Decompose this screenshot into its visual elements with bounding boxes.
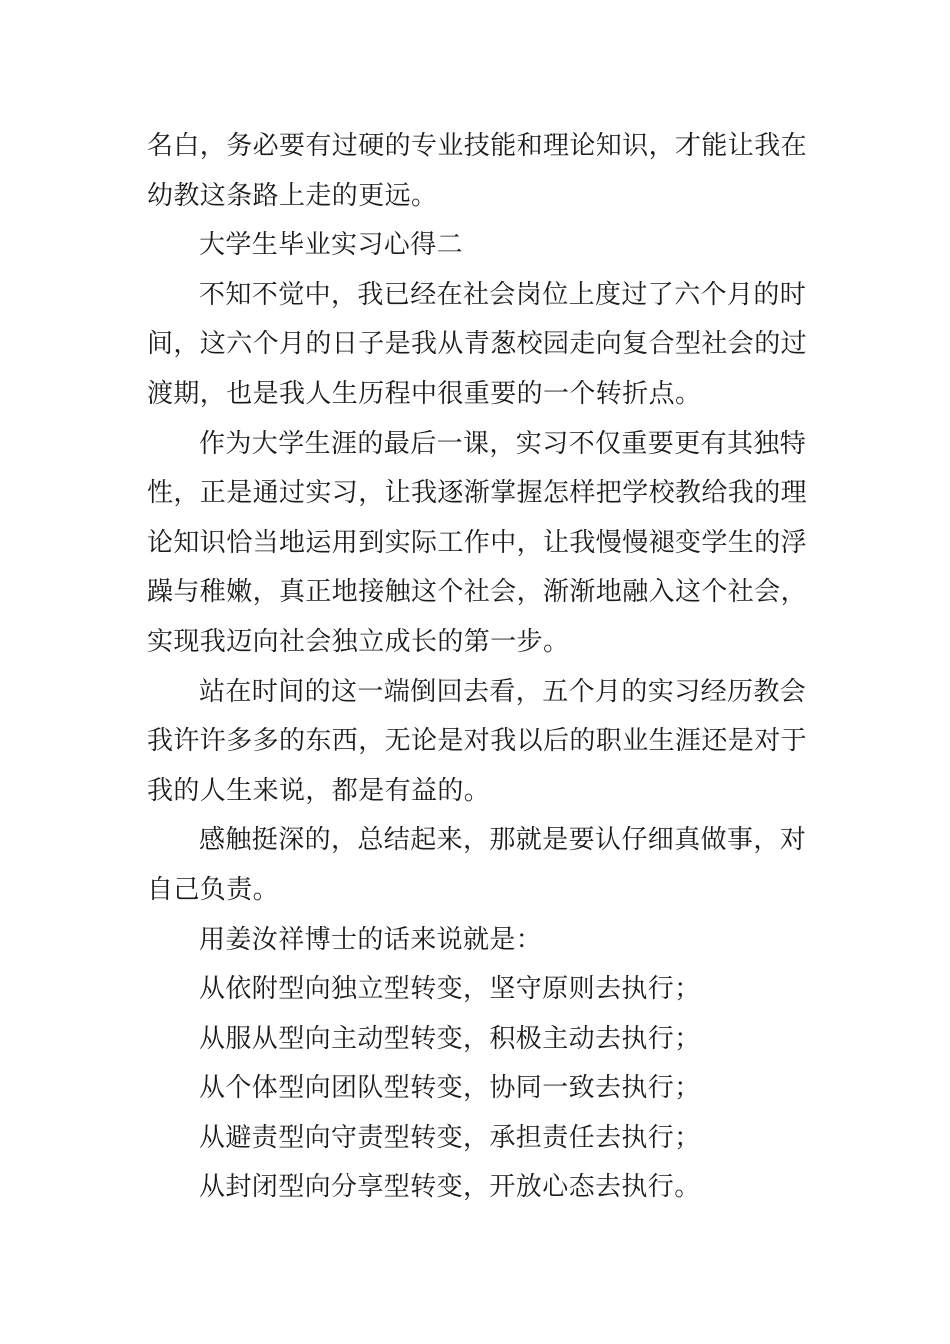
- paragraph-line: 我的人生来说，都是有益的。: [147, 775, 491, 806]
- section-heading: 大学生毕业实习心得二: [199, 230, 464, 261]
- paragraph-line: 性，正是通过实习，让我逐渐掌握怎样把学校教给我的理: [147, 478, 808, 509]
- list-item: 从避责型向守责型转变，承担责任去执行；: [199, 1122, 701, 1153]
- paragraph-line: 我许许多多的东西，无论是对我以后的职业生涯还是对于: [147, 726, 808, 757]
- paragraph-line: 自己负责。: [147, 874, 280, 905]
- paragraph-line: 论知识恰当地运用到实际工作中，让我慢慢褪变学生的浮: [147, 527, 808, 558]
- paragraph-line: 感触挺深的，总结起来，那就是要认仔细真做事，对: [199, 825, 807, 856]
- text-line-continuation: 幼教这条路上走的更远。: [147, 180, 438, 211]
- list-item: 从个体型向团队型转变，协同一致去执行；: [199, 1073, 701, 1104]
- text-line-continuation: 名白，务必要有过硬的专业技能和理论知识，才能让我在: [147, 131, 808, 161]
- list-item: 从依附型向独立型转变，坚守原则去执行；: [199, 974, 701, 1005]
- paragraph-line: 站在时间的这一端倒回去看，五个月的实习经历教会: [199, 676, 807, 707]
- list-item: 从服从型向主动型转变，积极主动去执行；: [199, 1023, 701, 1054]
- paragraph-line: 不知不觉中，我已经在社会岗位上度过了六个月的时: [199, 279, 807, 310]
- paragraph-line: 实现我迈向社会独立成长的第一步。: [147, 626, 570, 657]
- paragraph-line: 渡期，也是我人生历程中很重要的一个转折点。: [147, 378, 702, 409]
- paragraph-line: 作为大学生涯的最后一课，实习不仅重要更有其独特: [199, 428, 807, 459]
- paragraph-line: 躁与稚嫩，真正地接触这个社会，渐渐地融入这个社会，: [147, 577, 808, 608]
- paragraph-line: 间，这六个月的日子是我从青葱校园走向复合型社会的过: [147, 329, 808, 360]
- document-body: [147, 122, 807, 1213]
- list-item: 从封闭型向分享型转变，开放心态去执行。: [199, 1172, 701, 1203]
- quote-intro-line: 用姜汝祥博士的话来说就是：: [199, 924, 543, 955]
